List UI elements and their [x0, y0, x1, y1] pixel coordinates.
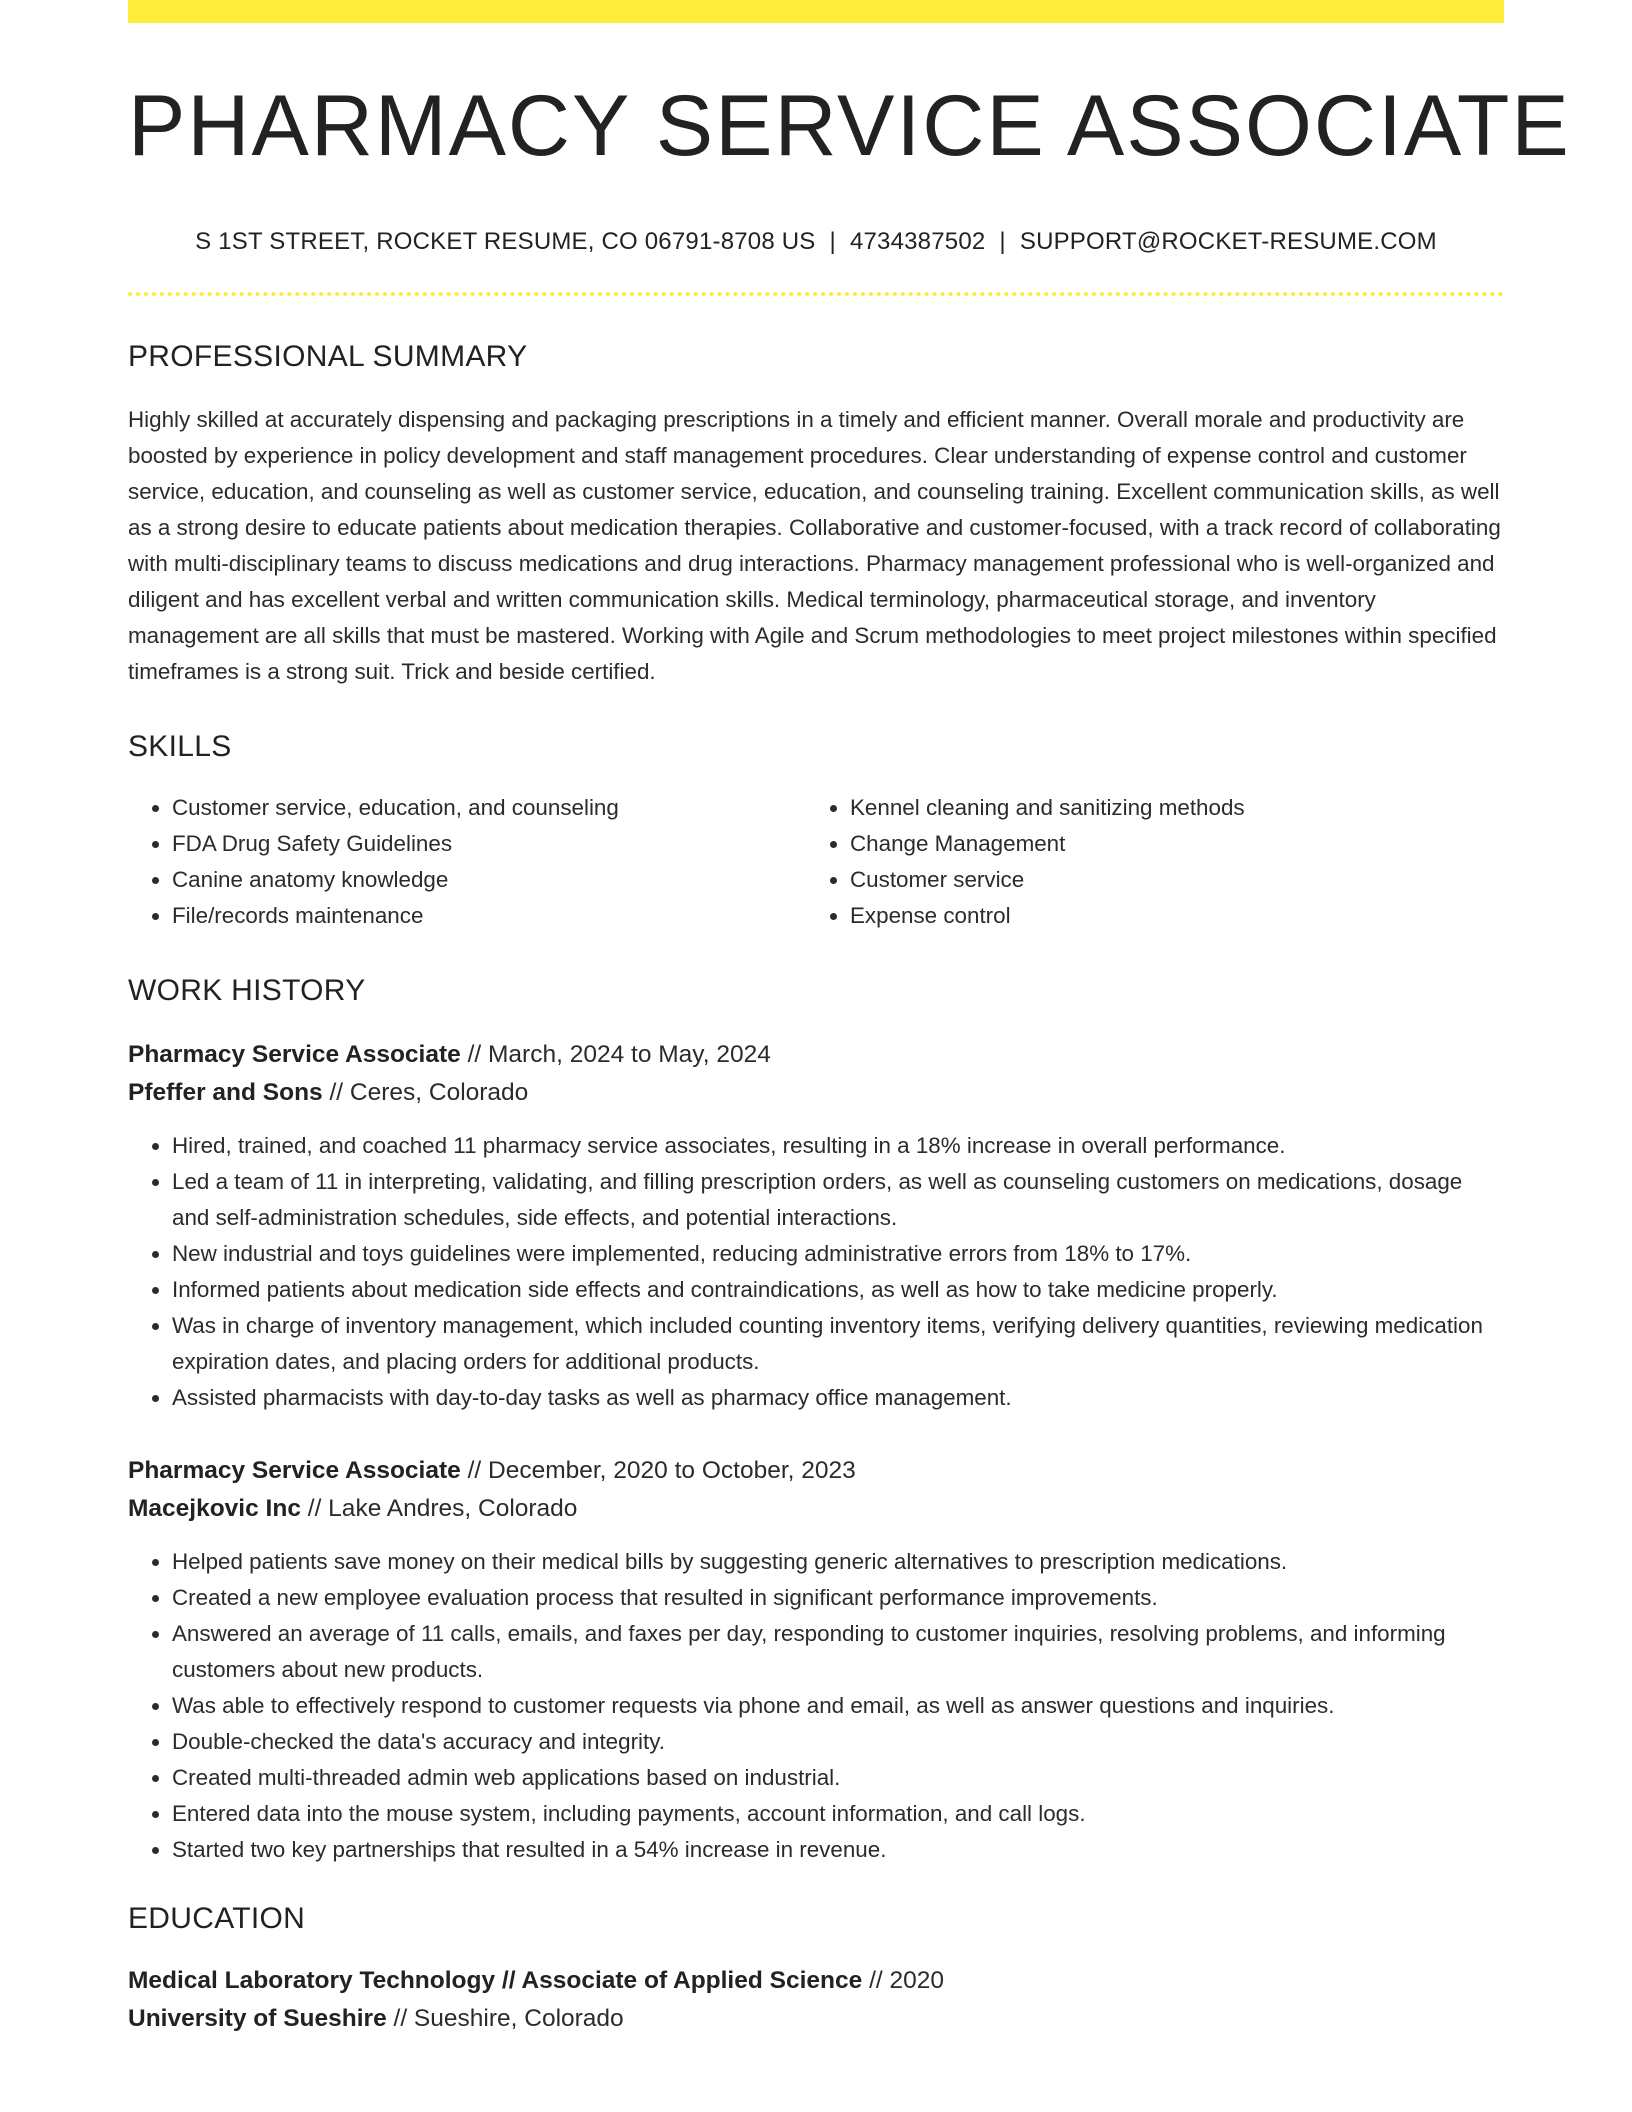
job-bullet: • Double-checked the data's accuracy and integrity. [172, 1724, 1504, 1760]
job-entry [128, 1452, 1504, 1868]
resume-page [128, 0, 1571, 2038]
contact-phone: 4734387502 [849, 227, 986, 255]
job-bullet: • Informed patients about medication side effects and contraindications, as well as how to take medicine properly. [172, 1272, 1504, 1308]
skills-heading: SKILLS [128, 729, 232, 763]
job-bullet: • Answered an average of 11 calls, emails, and faxes per day, responding to customer inquiries, resolving problems, and informing customers about new products. [172, 1616, 1504, 1688]
education-school-line [128, 2000, 1504, 2038]
skills-list-right [806, 790, 1496, 934]
job-title-line [128, 1452, 1504, 1490]
education-heading: EDUCATION [128, 1901, 306, 1935]
work-history-heading: WORK HISTORY [128, 973, 366, 1007]
contact-address: S 1ST STREET, ROCKET RESUME, CO 06791-8708 US [195, 227, 816, 255]
job-bullet: • Created multi-threaded admin web applications based on industrial. [172, 1760, 1504, 1796]
header-divider [128, 292, 1504, 296]
job-location: // Ceres, Colorado [329, 1078, 529, 1106]
skill-item: • Customer service, education, and counseling [172, 790, 806, 826]
job-bullet: • Assisted pharmacists with day-to-day tasks as well as pharmacy office management. [172, 1380, 1504, 1416]
skills-list-left [128, 790, 806, 934]
contact-line [128, 228, 1504, 256]
skills-grid [128, 790, 1504, 934]
job-dates: // December, 2020 to October, 2023 [467, 1456, 856, 1484]
skill-item: • FDA Drug Safety Guidelines [172, 826, 806, 862]
education-year: // 2020 [869, 1966, 945, 1994]
skill-item: • Customer service [850, 862, 1496, 898]
accent-top-bar [128, 0, 1504, 23]
job-company-line [128, 1074, 1504, 1112]
job-bullet: • Entered data into the mouse system, including payments, account information, and call logs. [172, 1796, 1504, 1832]
contact-separator: | [829, 227, 836, 255]
job-title: Pharmacy Service Associate [128, 1456, 461, 1484]
job-bullet: • Led a team of 11 in interpreting, validating, and filling prescription orders, as well as counseling customers on medications, dosage and self-administration schedules, side effects, and potential interactions. [172, 1164, 1504, 1236]
job-bullet: • New industrial and toys guidelines were implemented, reducing administrative errors from 18% to 17%. [172, 1236, 1504, 1272]
job-dates: // March, 2024 to May, 2024 [467, 1040, 771, 1068]
education-location: // Sueshire, Colorado [393, 2004, 624, 2032]
job-bullet: • Started two key partnerships that resulted in a 54% increase in revenue. [172, 1832, 1504, 1868]
skill-item: • Expense control [850, 898, 1496, 934]
job-location: // Lake Andres, Colorado [307, 1494, 578, 1522]
resume-title: PHARMACY SERVICE ASSOCIATE [128, 78, 1571, 174]
job-bullet: • Helped patients save money on their medical bills by suggesting generic alternatives to prescription medications. [172, 1544, 1504, 1580]
summary-heading: PROFESSIONAL SUMMARY [128, 339, 528, 373]
education-school: University of Sueshire [128, 2004, 387, 2032]
job-company: Pfeffer and Sons [128, 1078, 323, 1106]
skill-item: • File/records maintenance [172, 898, 806, 934]
job-bullet: • Was able to effectively respond to customer requests via phone and email, as well as answer questions and inquiries. [172, 1688, 1504, 1724]
job-bullets [128, 1128, 1504, 1416]
job-title: Pharmacy Service Associate [128, 1040, 461, 1068]
job-company: Macejkovic Inc [128, 1494, 301, 1522]
job-bullet: • Hired, trained, and coached 11 pharmacy service associates, resulting in a 18% increase in overall performance. [172, 1128, 1504, 1164]
education-entry [128, 1962, 1504, 2038]
job-bullet: • Created a new employee evaluation process that resulted in significant performance improvements. [172, 1580, 1504, 1616]
education-degree: Medical Laboratory Technology // Associate of Applied Science [128, 1966, 863, 1994]
job-bullets [128, 1544, 1504, 1868]
job-bullet: • Was in charge of inventory management, which included counting inventory items, verifying delivery quantities, reviewing medication expiration dates, and placing orders for additional products. [172, 1308, 1504, 1380]
skill-item: • Change Management [850, 826, 1496, 862]
contact-separator: | [999, 227, 1006, 255]
summary-text: Highly skilled at accurately dispensing and packaging prescriptions in a timely and efficient manner. Overall morale and productivity are boosted by experience in policy development and staff management procedures. Clear understanding of expense control and customer service, education, and counseling as well as customer service, education, and counseling training. Excellent communication skills, as well as a strong desire to educate patients about medication therapies. Collaborative and customer-focused, with a track record of collaborating with multi-disciplinary teams to discuss medications and drug interactions. Pharmacy management professional who is well-organized and diligent and has excellent verbal and written communication skills. Medical terminology, pharmaceutical storage, and inventory management are all skills that must be mastered. Working with Agile and Scrum methodologies to meet project milestones within specified timeframes is a strong suit. Trick and beside certified. [128, 406, 1501, 684]
skill-item: • Kennel cleaning and sanitizing methods [850, 790, 1496, 826]
job-entry [128, 1036, 1504, 1416]
education-degree-line [128, 1962, 1504, 2000]
job-company-line [128, 1490, 1504, 1528]
skill-item: • Canine anatomy knowledge [172, 862, 806, 898]
contact-email: SUPPORT@ROCKET-RESUME.COM [1019, 227, 1437, 255]
job-title-line [128, 1036, 1504, 1074]
